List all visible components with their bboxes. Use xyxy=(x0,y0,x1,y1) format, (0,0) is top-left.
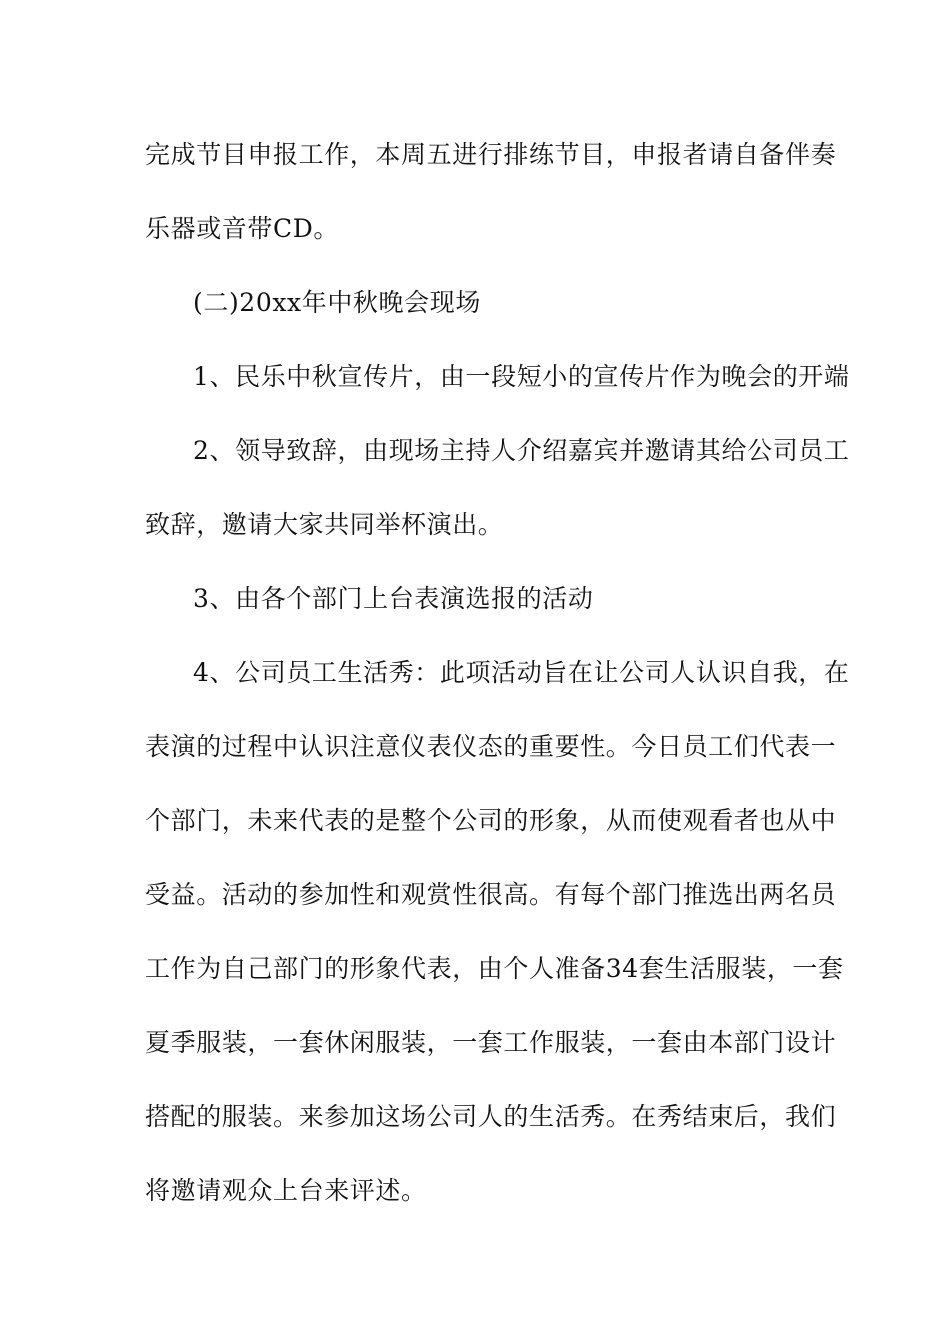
text-line-1: 完成节目申报工作，本周五进行排练节目，申报者请自备伴奏 xyxy=(145,140,837,169)
item-1-line: 1、民乐中秋宣传片，由一段短小的宣传片作为晚会的开端 xyxy=(193,362,850,391)
item-4-line-1: 4、公司员工生活秀：此项活动旨在让公司人认识自我，在 xyxy=(193,658,850,687)
text-line-2: 乐器或音带CD。 xyxy=(145,214,339,243)
item-3-line: 3、由各个部门上台表演选报的活动 xyxy=(193,584,594,613)
item-2-line-2: 致辞，邀请大家共同举杯演出。 xyxy=(145,510,504,539)
item-2-line-1: 2、领导致辞，由现场主持人介绍嘉宾并邀请其给公司员工 xyxy=(193,436,850,465)
item-4-line-6: 夏季服装，一套休闲服装，一套工作服装，一套由本部门设计 xyxy=(145,1028,837,1057)
item-4-line-3: 个部门，未来代表的是整个公司的形象，从而使观看者也从中 xyxy=(145,806,837,835)
item-4-line-2: 表演的过程中认识注意仪表仪态的重要性。今日员工们代表一 xyxy=(145,732,837,761)
item-4-line-7: 搭配的服装。来参加这场公司人的生活秀。在秀结束后，我们 xyxy=(145,1102,837,1131)
item-4-line-8: 将邀请观众上台来评述。 xyxy=(145,1176,427,1205)
item-4-line-5: 工作为自己部门的形象代表，由个人准备34套生活服装，一套 xyxy=(145,954,844,983)
item-4-line-4: 受益。活动的参加性和观赏性很高。有每个部门推选出两名员 xyxy=(145,880,837,909)
section-heading: (二)20xx年中秋晚会现场 xyxy=(193,288,481,317)
